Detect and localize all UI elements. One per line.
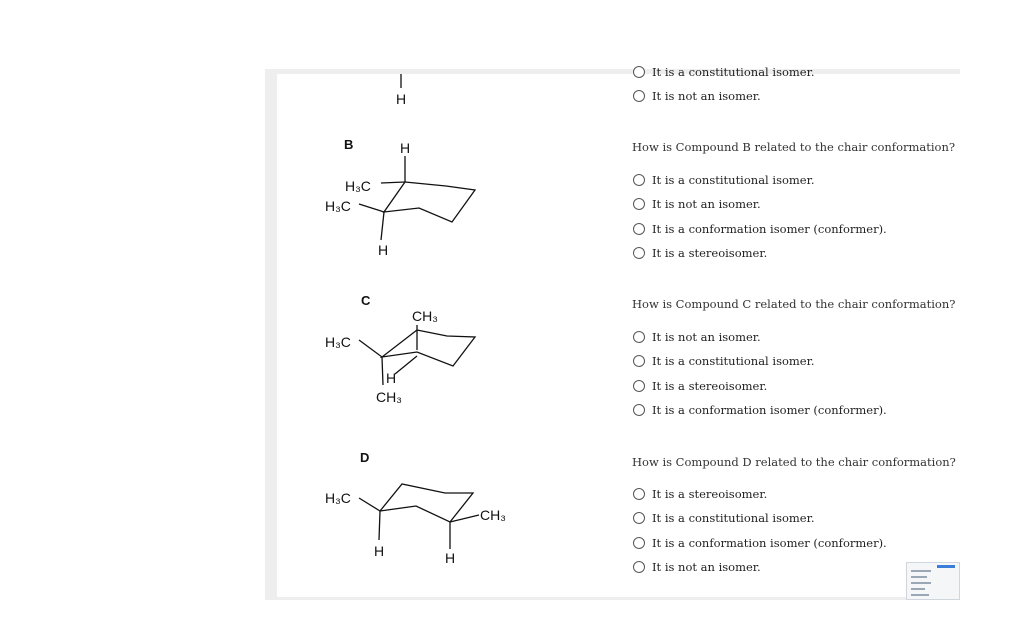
radio-button[interactable] xyxy=(633,247,645,259)
option-text: It is not an isomer. xyxy=(652,330,761,344)
compound-b-label: B xyxy=(344,137,354,152)
question-b-text: How is Compound B related to the chair conformation? xyxy=(632,140,956,154)
radio-button[interactable] xyxy=(633,174,645,186)
thumbnail-line xyxy=(911,576,927,578)
atom-h: H xyxy=(400,140,411,156)
question-c-text: How is Compound C related to the chair conformation? xyxy=(632,297,956,311)
option-text: It is a constitutional isomer. xyxy=(652,511,815,525)
question-c-option[interactable] xyxy=(633,400,887,420)
atom-ch3: CH₃ xyxy=(376,389,402,405)
question-d-option[interactable] xyxy=(633,557,761,577)
option-text: It is a constitutional isomer. xyxy=(652,354,815,368)
question-c-option[interactable] xyxy=(633,327,761,347)
atom-h3c: H₃C xyxy=(345,178,371,194)
compound-c-label: C xyxy=(361,293,371,308)
radio-button[interactable] xyxy=(633,198,645,210)
question-c-option[interactable] xyxy=(633,376,767,396)
question-b-option[interactable] xyxy=(633,243,767,263)
molecule-drawings xyxy=(277,74,607,597)
question-b-option[interactable] xyxy=(633,194,761,214)
question-c-option[interactable] xyxy=(633,351,815,371)
option-text: It is a conformation isomer (conformer). xyxy=(652,403,887,417)
atom-h: H xyxy=(374,543,385,559)
thumbnail-line xyxy=(911,570,931,572)
thumbnail-highlight xyxy=(937,565,955,568)
atom-h: H xyxy=(378,242,389,258)
question-sheet xyxy=(277,65,960,597)
compound-b-structure xyxy=(325,137,475,258)
radio-button[interactable] xyxy=(633,380,645,392)
atom-h: H xyxy=(445,550,456,566)
radio-button[interactable] xyxy=(633,331,645,343)
radio-button[interactable] xyxy=(633,90,645,102)
thumbnail-line xyxy=(911,594,929,596)
answer-option-partial[interactable] xyxy=(633,62,815,82)
option-text: It is not an isomer. xyxy=(652,197,761,211)
radio-button[interactable] xyxy=(633,223,645,235)
page-thumbnail[interactable] xyxy=(906,562,960,600)
thumbnail-line xyxy=(911,588,925,590)
question-b-option[interactable] xyxy=(633,170,815,190)
option-text: It is not an isomer. xyxy=(652,560,761,574)
thumbnail-line xyxy=(911,582,931,584)
atom-h3c: H₃C xyxy=(325,334,351,350)
option-text: It is a stereoisomer. xyxy=(652,246,768,260)
option-text: It is a constitutional isomer. xyxy=(652,65,815,79)
question-d-option[interactable] xyxy=(633,508,815,528)
question-d-text: How is Compound D related to the chair conformation? xyxy=(632,455,956,469)
atom-h: H xyxy=(386,370,397,386)
radio-button[interactable] xyxy=(633,512,645,524)
radio-button[interactable] xyxy=(633,561,645,573)
question-b-option[interactable] xyxy=(633,219,887,239)
answer-option[interactable] xyxy=(633,86,761,106)
radio-button[interactable] xyxy=(633,537,645,549)
atom-h3c: H₃C xyxy=(325,490,351,506)
option-text: It is a constitutional isomer. xyxy=(652,173,815,187)
radio-button[interactable] xyxy=(633,66,645,78)
radio-button[interactable] xyxy=(633,488,645,500)
option-text: It is not an isomer. xyxy=(652,89,761,103)
atom-h: H xyxy=(396,91,407,107)
radio-button[interactable] xyxy=(633,355,645,367)
option-text: It is a stereoisomer. xyxy=(652,487,768,501)
question-d-option[interactable] xyxy=(633,484,767,504)
compound-d-label: D xyxy=(360,450,370,465)
compound-d-structure xyxy=(325,450,506,566)
partial-molecule-top xyxy=(396,74,406,107)
atom-h3c: H₃C xyxy=(325,198,351,214)
option-text: It is a stereoisomer. xyxy=(652,379,768,393)
option-text: It is a conformation isomer (conformer). xyxy=(652,536,887,550)
radio-button[interactable] xyxy=(633,404,645,416)
option-text: It is a conformation isomer (conformer). xyxy=(652,222,887,236)
atom-ch3: CH₃ xyxy=(412,308,438,324)
question-d-option[interactable] xyxy=(633,533,887,553)
atom-ch3: CH₃ xyxy=(480,507,506,523)
compound-c-structure xyxy=(325,293,475,405)
